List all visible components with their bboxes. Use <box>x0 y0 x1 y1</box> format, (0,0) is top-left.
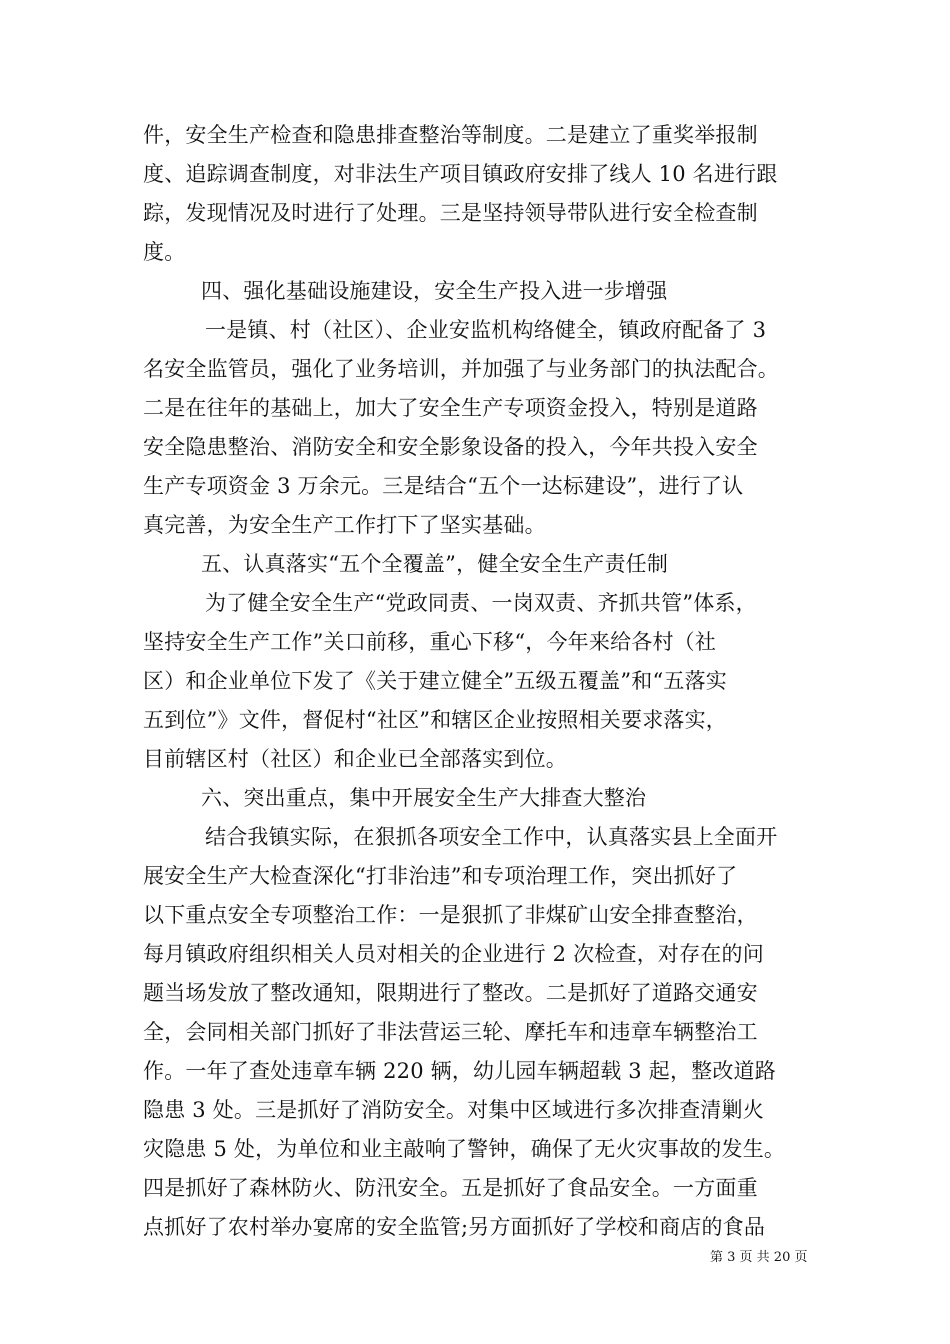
section-heading: 五、认真落实“五个全覆盖”，健全安全生产责任制 <box>201 552 669 576</box>
text-line: 坚持安全生产工作”关口前移，重心下移“，今年来给各村（社 <box>143 630 717 654</box>
text-line: 为了健全安全生产“党政同责、一岗双责、齐抓共管”体系， <box>205 591 757 615</box>
text-line: 度。 <box>143 240 186 264</box>
text-line: 四是抓好了森林防火、防汛安全。五是抓好了食品安全。一方面重 <box>143 1176 758 1200</box>
text-line: 真完善，为安全生产工作打下了坚实基础。 <box>143 513 546 537</box>
text-line: 安全隐患整治、消防安全和安全影象设备的投入，今年共投入安全 <box>143 435 758 459</box>
text-line: 隐患 3 处。三是抓好了消防安全。对集中区域进行多次排查清剿火 <box>143 1098 764 1122</box>
text-line: 踪，发现情况及时进行了处理。三是坚持领导带队进行安全检查制 <box>143 201 758 225</box>
section-heading: 四、强化基础设施建设，安全生产投入进一步增强 <box>201 279 668 303</box>
text-line: 点抓好了农村举办宴席的安全监管;另方面抓好了学校和商店的食品 <box>143 1215 766 1239</box>
body-text <box>143 116 809 1247</box>
text-line: 灾隐患 5 处，为单位和业主敲响了警钟，确保了无火灾事故的发生。 <box>143 1137 786 1161</box>
text-line: 每月镇政府组织相关人员对相关的企业进行 2 次检查，对存在的问 <box>143 942 764 966</box>
section-heading: 六、突出重点，集中开展安全生产大排查大整治 <box>201 786 647 810</box>
text-line: 二是在往年的基础上，加大了安全生产专项资金投入，特别是道路 <box>143 396 758 420</box>
text-line: 五到位”》文件，督促村“社区”和辖区企业按照相关要求落实， <box>143 708 728 732</box>
text-line: 以下重点安全专项整治工作：一是狠抓了非煤矿山安全排查整治， <box>143 903 758 927</box>
text-line: 生产专项资金 3 万余元。三是结合“五个一达标建设”，进行了认 <box>143 474 744 498</box>
text-line: 名安全监管员，强化了业务培训，并加强了与业务部门的执法配合。 <box>143 357 779 381</box>
text-line: 结合我镇实际，在狠抓各项安全工作中，认真落实县上全面开 <box>205 825 778 849</box>
text-line: 件，安全生产检查和隐患排查整治等制度。二是建立了重奖举报制 <box>143 123 758 147</box>
text-line: 一是镇、村（社区）、企业安监机构络健全，镇政府配备了 3 <box>205 318 767 342</box>
text-line: 目前辖区村（社区）和企业已全部落实到位。 <box>143 747 567 771</box>
text-line: 展安全生产大检查深化“打非治违”和专项治理工作，突出抓好了 <box>143 864 738 888</box>
text-line: 题当场发放了整改通知，限期进行了整改。二是抓好了道路交通安 <box>143 981 758 1005</box>
text-line: 区）和企业单位下发了《关于建立健全”五级五覆盖”和“五落实 <box>143 669 728 693</box>
text-line: 作。一年了查处违章车辆 220 辆，幼儿园车辆超载 3 起，整改道路 <box>143 1059 776 1083</box>
page-number: 第 3 页 共 20 页 <box>710 1250 808 1265</box>
text-line: 度、追踪调查制度，对非法生产项目镇政府安排了线人 10 名进行跟 <box>143 162 778 186</box>
text-line: 全，会同相关部门抓好了非法营运三轮、摩托车和违章车辆整治工 <box>143 1020 758 1044</box>
